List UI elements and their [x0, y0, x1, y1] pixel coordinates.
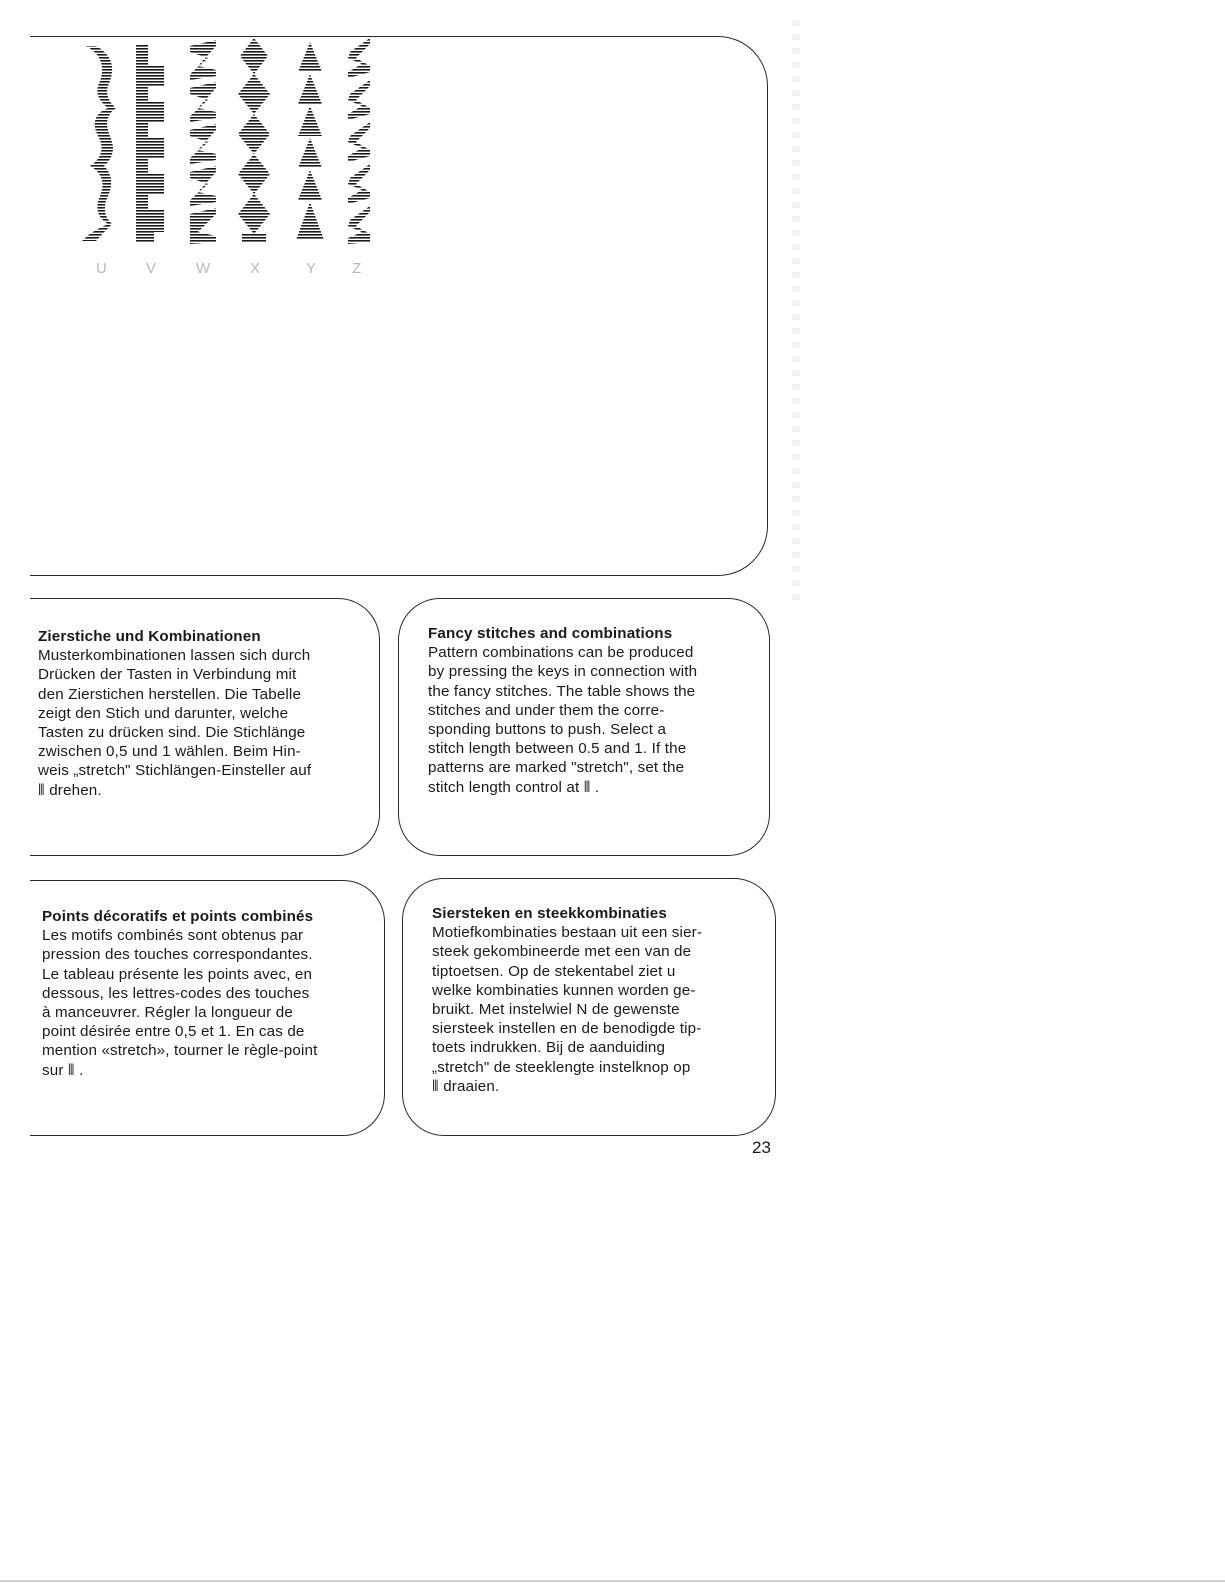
section-title-de: Zierstiche und Kombinationen	[38, 628, 261, 645]
section-title-fr: Points décoratifs et points combinés	[42, 908, 314, 925]
stitch-u-icon	[82, 46, 116, 241]
stitch-z-icon	[348, 38, 370, 244]
section-title-en: Fancy stitches and combinations	[428, 625, 673, 642]
section-de	[38, 627, 368, 800]
stitch-letter: U	[96, 260, 107, 277]
stitch-letter: V	[146, 260, 157, 277]
section-en	[428, 624, 758, 797]
scan-edge-mark	[792, 20, 800, 600]
stitch-x-icon	[238, 38, 270, 242]
page-number: 23	[752, 1138, 771, 1157]
scan-bottom-edge	[0, 1580, 1225, 1582]
stitch-letter-labels	[88, 260, 378, 284]
section-body-nl: Motiefkombinaties bestaan uit een sier- steek gekombineerde met een van de tiptoetsen. Op de stekentabel ziet u welke kombinaties kunnen worden ge- bruikt. Met instelwiel N de gewenste siersteek instellen en de benodigde tip- toets indrukken. Bij de aanduiding „stretch" de steeklengte instelknop op ⦀ draaien.	[432, 924, 703, 1095]
stitch-letter: X	[250, 260, 261, 277]
stitch-w-icon	[190, 40, 216, 244]
stitch-letter: Z	[352, 260, 362, 277]
section-body-de: Musterkombinationen lassen sich durch Drücken der Tasten in Verbindung mit den Zierstichen herstellen. Die Tabelle zeigt den Stich und darunter, welche Tasten zu drücken sind. Die Stichlänge zwischen 0,5 und 1 wählen. Beim Hin- weis „stretch" Stichlängen-Einsteller auf ⦀ drehen.	[38, 647, 312, 799]
stitch-v-icon	[136, 44, 164, 242]
section-body-en: Pattern combinations can be produced by pressing the keys in connection with the fancy stitches. The table shows the stitches and under them the corre- sponding buttons to push. Select a stitch length between 0.5 and 1. If the patterns are marked "stretch", set the stitch length control at ⦀ .	[428, 644, 698, 796]
stitch-y-icon	[296, 42, 324, 240]
stitch-patterns-illustration	[78, 36, 378, 256]
stitch-letter: W	[196, 260, 211, 277]
section-title-nl: Siersteken en steekkombinaties	[432, 905, 667, 922]
section-fr	[42, 907, 372, 1080]
section-body-fr: Les motifs combinés sont obtenus par pression des touches correspondantes. Le tableau présente les points avec, en dessous, les lettres-codes des touches à manceuvrer. Régler la longueur de point désirée entre 0,5 et 1. En cas de mention «stretch», tourner le règle-point sur ⦀ .	[42, 927, 318, 1079]
stitch-letter: Y	[306, 260, 317, 277]
section-nl	[432, 904, 762, 1096]
